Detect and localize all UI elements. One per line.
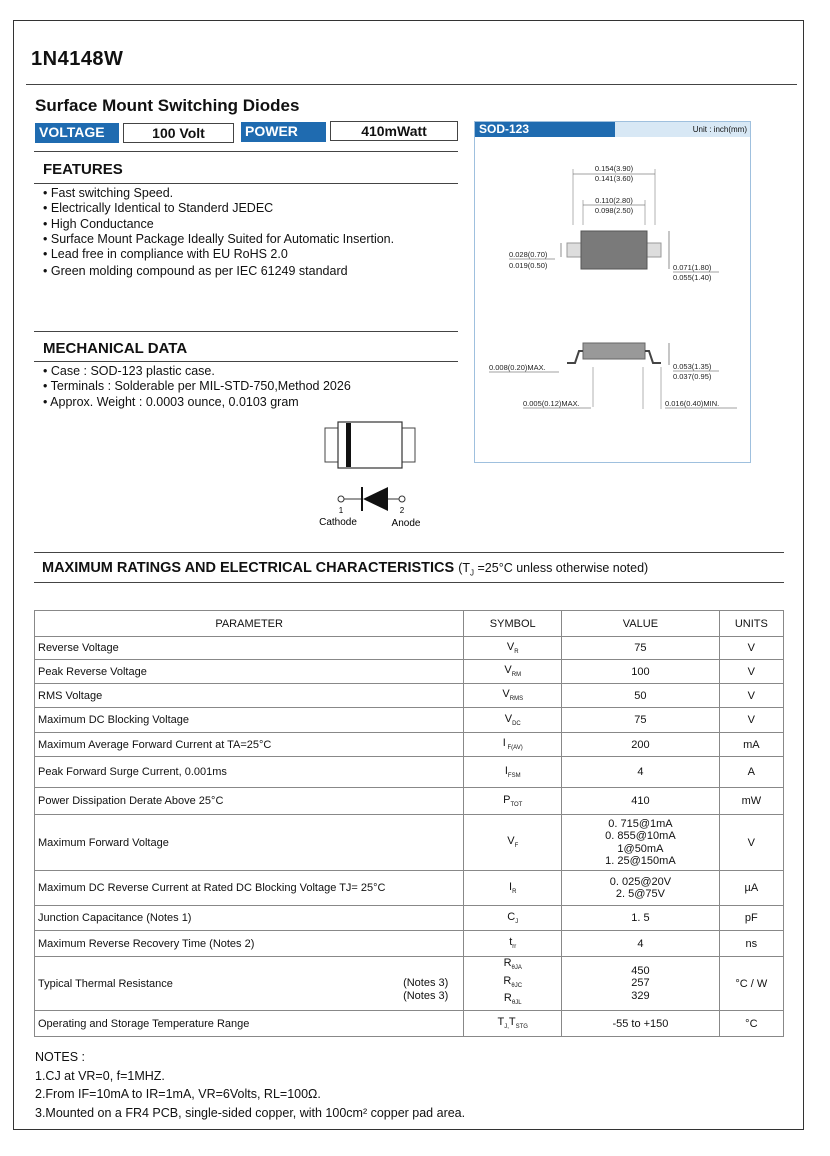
symbol-sub: F(AV) [505,745,523,752]
value-cell [562,957,720,1011]
symbol-cell [464,733,562,757]
symbol: I [504,764,508,777]
param-cell: Maximum DC Reverse Current at Rated DC Blocking Voltage TJ= 25°C [35,871,464,906]
table-header: UNITS [719,611,783,637]
symbol-cell [464,757,562,788]
dim-lead-w-max: 0.028(0.70) [509,250,548,259]
symbol-sub: θJL [511,1000,522,1007]
cathode-band [346,423,351,467]
param-cell: Peak Reverse Voltage [35,660,464,684]
notes-title: NOTES : [35,1050,86,1064]
list-item: • Case : SOD-123 plastic case. [43,364,351,379]
value-line: 0. 025@20V [609,875,672,888]
unit-cell: V [719,815,783,871]
mechanical-list [43,364,351,410]
value-cell: 4 [562,931,720,957]
symbol: P [503,793,511,806]
list-item: • Green molding compound as per IEC 61249 standard [43,264,394,279]
unit-cell: V [719,684,783,708]
list-item: • Surface Mount Package Ideally Suited for Automatic Insertion. [43,232,394,247]
table-row [35,788,784,815]
list-item: • Approx. Weight : 0.0003 ounce, 0.0103 gram [43,395,351,410]
symbol-sub: J, [504,1024,509,1031]
symbol: V [506,640,515,653]
symbol: T [497,1016,505,1029]
param-cell: Power Dissipation Derate Above 25°C [35,788,464,815]
dim-len-max: 0.154(3.90) [594,164,634,173]
symbol: R [503,992,512,1005]
unit-cell: °C [719,1011,783,1037]
dim-lead-w-min: 0.019(0.50) [509,261,548,270]
symbol: I [502,737,506,750]
ratings-table [34,610,784,1037]
table-row [35,757,784,788]
symbol: I [509,880,513,893]
symbol-sub: FSM [507,773,521,780]
table-row [35,815,784,871]
unit-cell: V [719,637,783,660]
param-cell: Peak Forward Surge Current, 0.001ms [35,757,464,788]
package-outline-panel [474,121,751,463]
value-cell [562,871,720,906]
value-line: 1. 25@150mA [605,855,676,867]
lead-left [567,243,581,257]
symbol-sub: TOT [510,802,523,809]
value-cell: 410 [562,788,720,815]
ratings-condition-rest: =25°C unless otherwise noted) [474,561,649,575]
ratings-title-text: MAXIMUM RATINGS AND ELECTRICAL CHARACTERISTICS [42,560,455,576]
cathode-label: Cathode [319,517,357,528]
unit-cell: A [719,757,783,788]
param-cell: Maximum Forward Voltage [35,815,464,871]
table-header-row [35,611,784,637]
divider [34,151,458,152]
value-cell: 75 [562,708,720,733]
package-name: SOD-123 [475,122,615,137]
table-row [35,708,784,733]
dim-lead-t: 0.008(0.20)MAX. [489,363,546,372]
dim-width-max: 0.071(1.80) [673,263,712,272]
param-cell [35,957,464,1011]
unit-cell: °C / W [719,957,783,1011]
symbol-cell [464,660,562,684]
voltage-label: VOLTAGE [35,123,119,143]
divider [34,331,458,332]
value-line: 0. 855@10mA [605,830,676,842]
table-header: VALUE [562,611,720,637]
anode-terminal [399,496,405,502]
symbol-cell [464,637,562,660]
side-lead-left [567,351,583,363]
param-cell: Maximum DC Blocking Voltage [35,708,464,733]
ratings-condition-sub: J [470,568,475,578]
note-ref: (Notes 3) [403,989,449,1002]
value-line: 2. 5@75V [615,888,665,900]
symbol: V [507,835,515,848]
param-text: Typical Thermal Resistance [38,977,173,990]
note-ref: (Notes 3) [403,976,449,989]
ratings-condition-open: (T [458,561,471,575]
divider [34,552,784,553]
symbol-sub: RM [511,672,522,679]
features-list [43,186,394,280]
symbol-sub: rr [512,944,517,951]
table-row [35,637,784,660]
dim-body-max: 0.110(2.80) [595,196,633,205]
unit-cell: V [719,660,783,684]
symbol-cell [464,684,562,708]
note-3: 3.Mounted on a FR4 PCB, single-sided copper, with 100cm² copper pad area. [35,1105,466,1120]
table-row [35,871,784,906]
value-line: 1@50mA [617,842,664,855]
features-title: FEATURES [43,161,123,178]
symbol-cell [464,788,562,815]
symbol-sub: J [515,919,519,926]
side-lead-right [645,351,661,363]
symbol: R [503,957,512,969]
pin1-number: 1 [338,506,344,515]
ratings-condition [458,561,649,578]
symbol: t [509,936,513,949]
unit-cell: µA [719,871,783,906]
symbol-sub: R [512,889,517,896]
top-view-body [581,231,647,269]
symbol-cell [464,1011,562,1037]
divider [26,84,797,85]
voltage-value: 100 Volt [123,123,234,143]
dim-body-min: 0.098(2.50) [594,206,634,215]
dim-standoff: 0.005(0.12)MAX. [523,399,580,408]
value-cell: 4 [562,757,720,788]
table-row [35,906,784,931]
part-number: 1N4148W [31,48,124,70]
outline-drawing [475,137,750,462]
dim-height-min: 0.037(0.95) [673,372,712,381]
value-line: 450 [631,964,650,977]
param-cell: Reverse Voltage [35,637,464,660]
symbol: V [504,712,513,725]
table-row [35,931,784,957]
param-cell: Maximum Reverse Recovery Time (Notes 2) [35,931,464,957]
symbol-cell [464,957,562,1011]
symbol-sub: STG [515,1024,528,1031]
note-2: 2.From IF=10mA to IR=1mA, VR=6Volts, RL=100Ω. [35,1087,321,1101]
symbol-cell [464,708,562,733]
symbol-sub: RMS [509,696,524,703]
symbol-cell [464,906,562,931]
param-cell: Junction Capacitance (Notes 1) [35,906,464,931]
lead-right [647,243,661,257]
value-cell: 75 [562,637,720,660]
pin2-number: 2 [399,506,405,515]
table-header: SYMBOL [464,611,562,637]
table-row [35,957,784,1011]
symbol-sub: R [514,649,519,656]
unit-cell: pF [719,906,783,931]
table-row [35,660,784,684]
symbol-cell [464,815,562,871]
unit-cell: ns [719,931,783,957]
table-header: PARAMETER [35,611,464,637]
unit-cell: V [719,708,783,733]
list-item: • Terminals : Solderable per MIL-STD-750,Method 2026 [43,379,351,394]
value-cell: 100 [562,660,720,684]
symbol-sub: F [514,843,519,850]
dim-height-max: 0.053(1.35) [673,362,712,371]
value-line: 0. 715@1mA [608,817,673,830]
dim-width-min: 0.055(1.40) [673,273,712,282]
diode-symbol-drawing [300,420,440,535]
symbol-sub: θJA [511,965,522,972]
power-value: 410mWatt [330,121,458,141]
page-subtitle: Surface Mount Switching Diodes [35,96,300,115]
symbol-cell [464,931,562,957]
unit-cell: mW [719,788,783,815]
table-row [35,733,784,757]
dim-lead-len: 0.016(0.40)MIN. [665,399,720,408]
list-item: • Lead free in compliance with EU RoHS 2.0 [43,247,394,262]
dim-len-min: 0.141(3.60) [594,174,634,183]
value-cell: -55 to +150 [562,1011,720,1037]
symbol: T [508,1016,516,1029]
cathode-terminal [338,496,344,502]
list-item: • Electrically Identical to Standerd JEDEC [43,201,394,216]
divider [34,582,784,583]
symbol: R [503,974,512,987]
value-line: 257 [631,977,650,990]
ratings-title [42,560,648,578]
divider [34,183,458,184]
divider [34,361,458,362]
value-cell: 200 [562,733,720,757]
param-cell: Maximum Average Forward Current at TA=25°C [35,733,464,757]
notes-section [35,1048,465,1122]
power-label: POWER [241,122,326,142]
symbol-sub: DC [512,721,521,728]
value-cell: 1. 5 [562,906,720,931]
side-view-body [583,343,645,359]
anode-label: Anode [391,518,421,529]
value-line: 329 [631,989,650,1002]
symbol-sub: θJC [511,982,523,989]
param-cell: RMS Voltage [35,684,464,708]
mechanical-title: MECHANICAL DATA [43,340,188,357]
diode-triangle [363,487,388,511]
unit-label: Unit : inch(mm) [615,122,750,137]
symbol: V [502,688,510,701]
symbol: C [507,910,516,923]
symbol: V [504,664,512,677]
unit-cell: mA [719,733,783,757]
symbol-cell [464,871,562,906]
list-item: • High Conductance [43,217,394,232]
list-item: • Fast switching Speed. [43,186,394,201]
table-row [35,1011,784,1037]
table-row [35,684,784,708]
note-1: 1.CJ at VR=0, f=1MHZ. [35,1068,165,1083]
value-cell [562,815,720,871]
param-cell: Operating and Storage Temperature Range [35,1011,464,1037]
value-cell: 50 [562,684,720,708]
